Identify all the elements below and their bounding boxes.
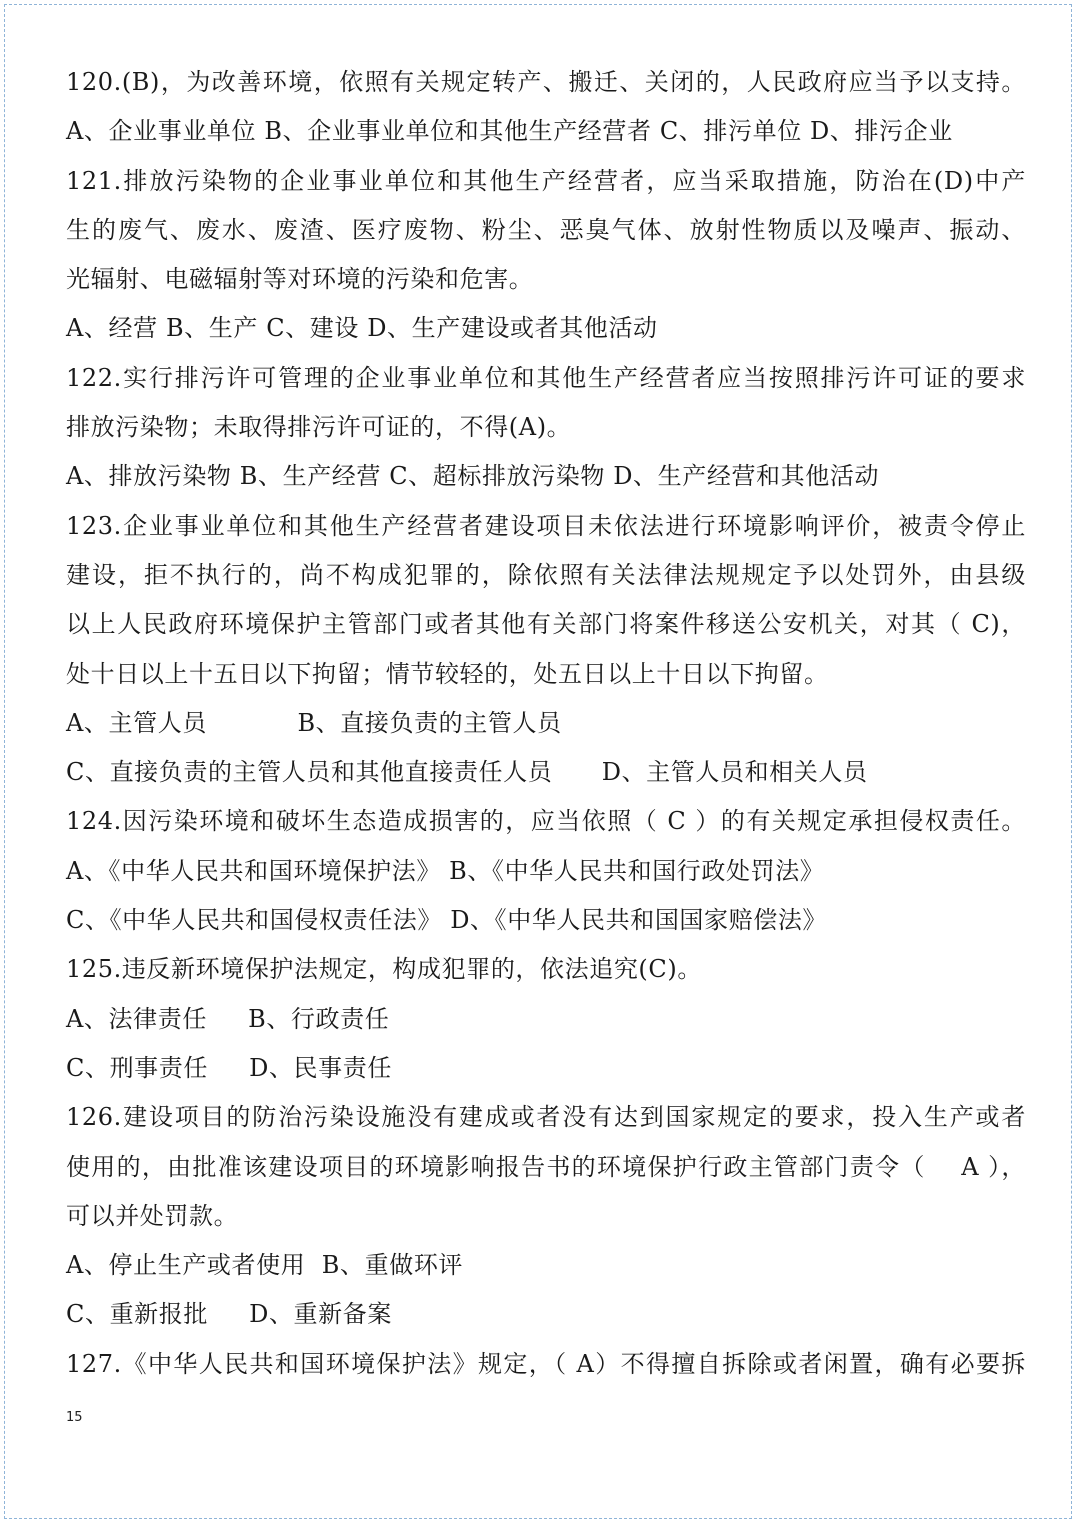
q126-options-row-2: C、重新报批 D、重新备案 — [66, 1300, 392, 1329]
q123-question-line-2: 建设，拒不执行的，尚不构成犯罪的，除依照有关法律法规规定予以处罚外，由县级 — [66, 560, 1026, 589]
q123-question-line-4: 处十日以上十五日以下拘留；情节较轻的，处五日以上十日以下拘留。 — [66, 659, 829, 688]
q124-options-row-2: C、《中华人民共和国侵权责任法》 D、《中华人民共和国国家赔偿法》 — [66, 906, 828, 935]
q126-options-row-1: A、停止生产或者使用 B、重做环评 — [66, 1251, 464, 1280]
q121-question-line-1: 121.排放污染物的企业事业单位和其他生产经营者，应当采取措施，防治在(D)中产 — [66, 166, 1026, 195]
q120-question: 120.(B)，为改善环境，依照有关规定转产、搬迁、关闭的，人民政府应当予以支持。 — [66, 68, 1026, 96]
q122-options: A、排放污染物 B、生产经营 C、超标排放污染物 D、生产经营和其他活动 — [66, 462, 880, 491]
q121-question-line-3: 光辐射、电磁辐射等对环境的污染和危害。 — [66, 265, 534, 294]
q126-question-line-2: 使用的，由批准该建设项目的环境影响报告书的环境保护行政主管部门责令（ A ）， — [66, 1152, 1026, 1181]
q122-question-line-1: 122.实行排污许可管理的企业事业单位和其他生产经营者应当按照排污许可证的要求 — [66, 363, 1026, 392]
q124-question: 124.因污染环境和破坏生态造成损害的，应当依照（ C ）的有关规定承担侵权责任。 — [66, 807, 1026, 836]
q123-question-line-1: 123.企业事业单位和其他生产经营者建设项目未依法进行环境影响评价，被责令停止 — [66, 511, 1026, 540]
q123-question-line-3: 以上人民政府环境保护主管部门或者其他有关部门将案件移送公安机关，对其（ C)， — [66, 610, 1026, 639]
q126-question-line-3: 可以并处罚款。 — [66, 1201, 239, 1230]
q125-question: 125.违反新环境保护法规定，构成犯罪的，依法追究(C)。 — [66, 955, 702, 984]
q124-options-row-1: A、《中华人民共和国环境保护法》 B、《中华人民共和国行政处罚法》 — [66, 856, 825, 885]
document-body — [66, 58, 1026, 1389]
q121-options: A、经营 B、生产 C、建设 D、生产建设或者其他活动 — [66, 314, 658, 343]
q123-options-row-1: A、主管人员 B、直接负责的主管人员 — [66, 708, 562, 737]
q126-question-line-1: 126.建设项目的防治污染设施没有建成或者没有达到国家规定的要求，投入生产或者 — [66, 1103, 1026, 1132]
q125-options-row-1: A、法律责任 B、行政责任 — [66, 1004, 390, 1033]
q123-options-row-2: C、直接负责的主管人员和其他直接责任人员 D、主管人员和相关人员 — [66, 758, 868, 787]
q121-question-line-2: 生的废气、废水、废渣、医疗废物、粉尘、恶臭气体、放射性物质以及噪声、振动、 — [66, 215, 1026, 244]
page-number: 15 — [66, 1410, 83, 1425]
q127-question-line-1: 127.《中华人民共和国环境保护法》规定，（ A）不得擅自拆除或者闲置，确有必要拆 — [66, 1349, 1026, 1378]
q120-options: A、企业事业单位 B、企业事业单位和其他生产经营者 C、排污单位 D、排污企业 — [66, 117, 953, 146]
q125-options-row-2: C、刑事责任 D、民事责任 — [66, 1053, 392, 1082]
q122-question-line-2: 排放污染物；未取得排污许可证的，不得(A)。 — [66, 413, 572, 442]
